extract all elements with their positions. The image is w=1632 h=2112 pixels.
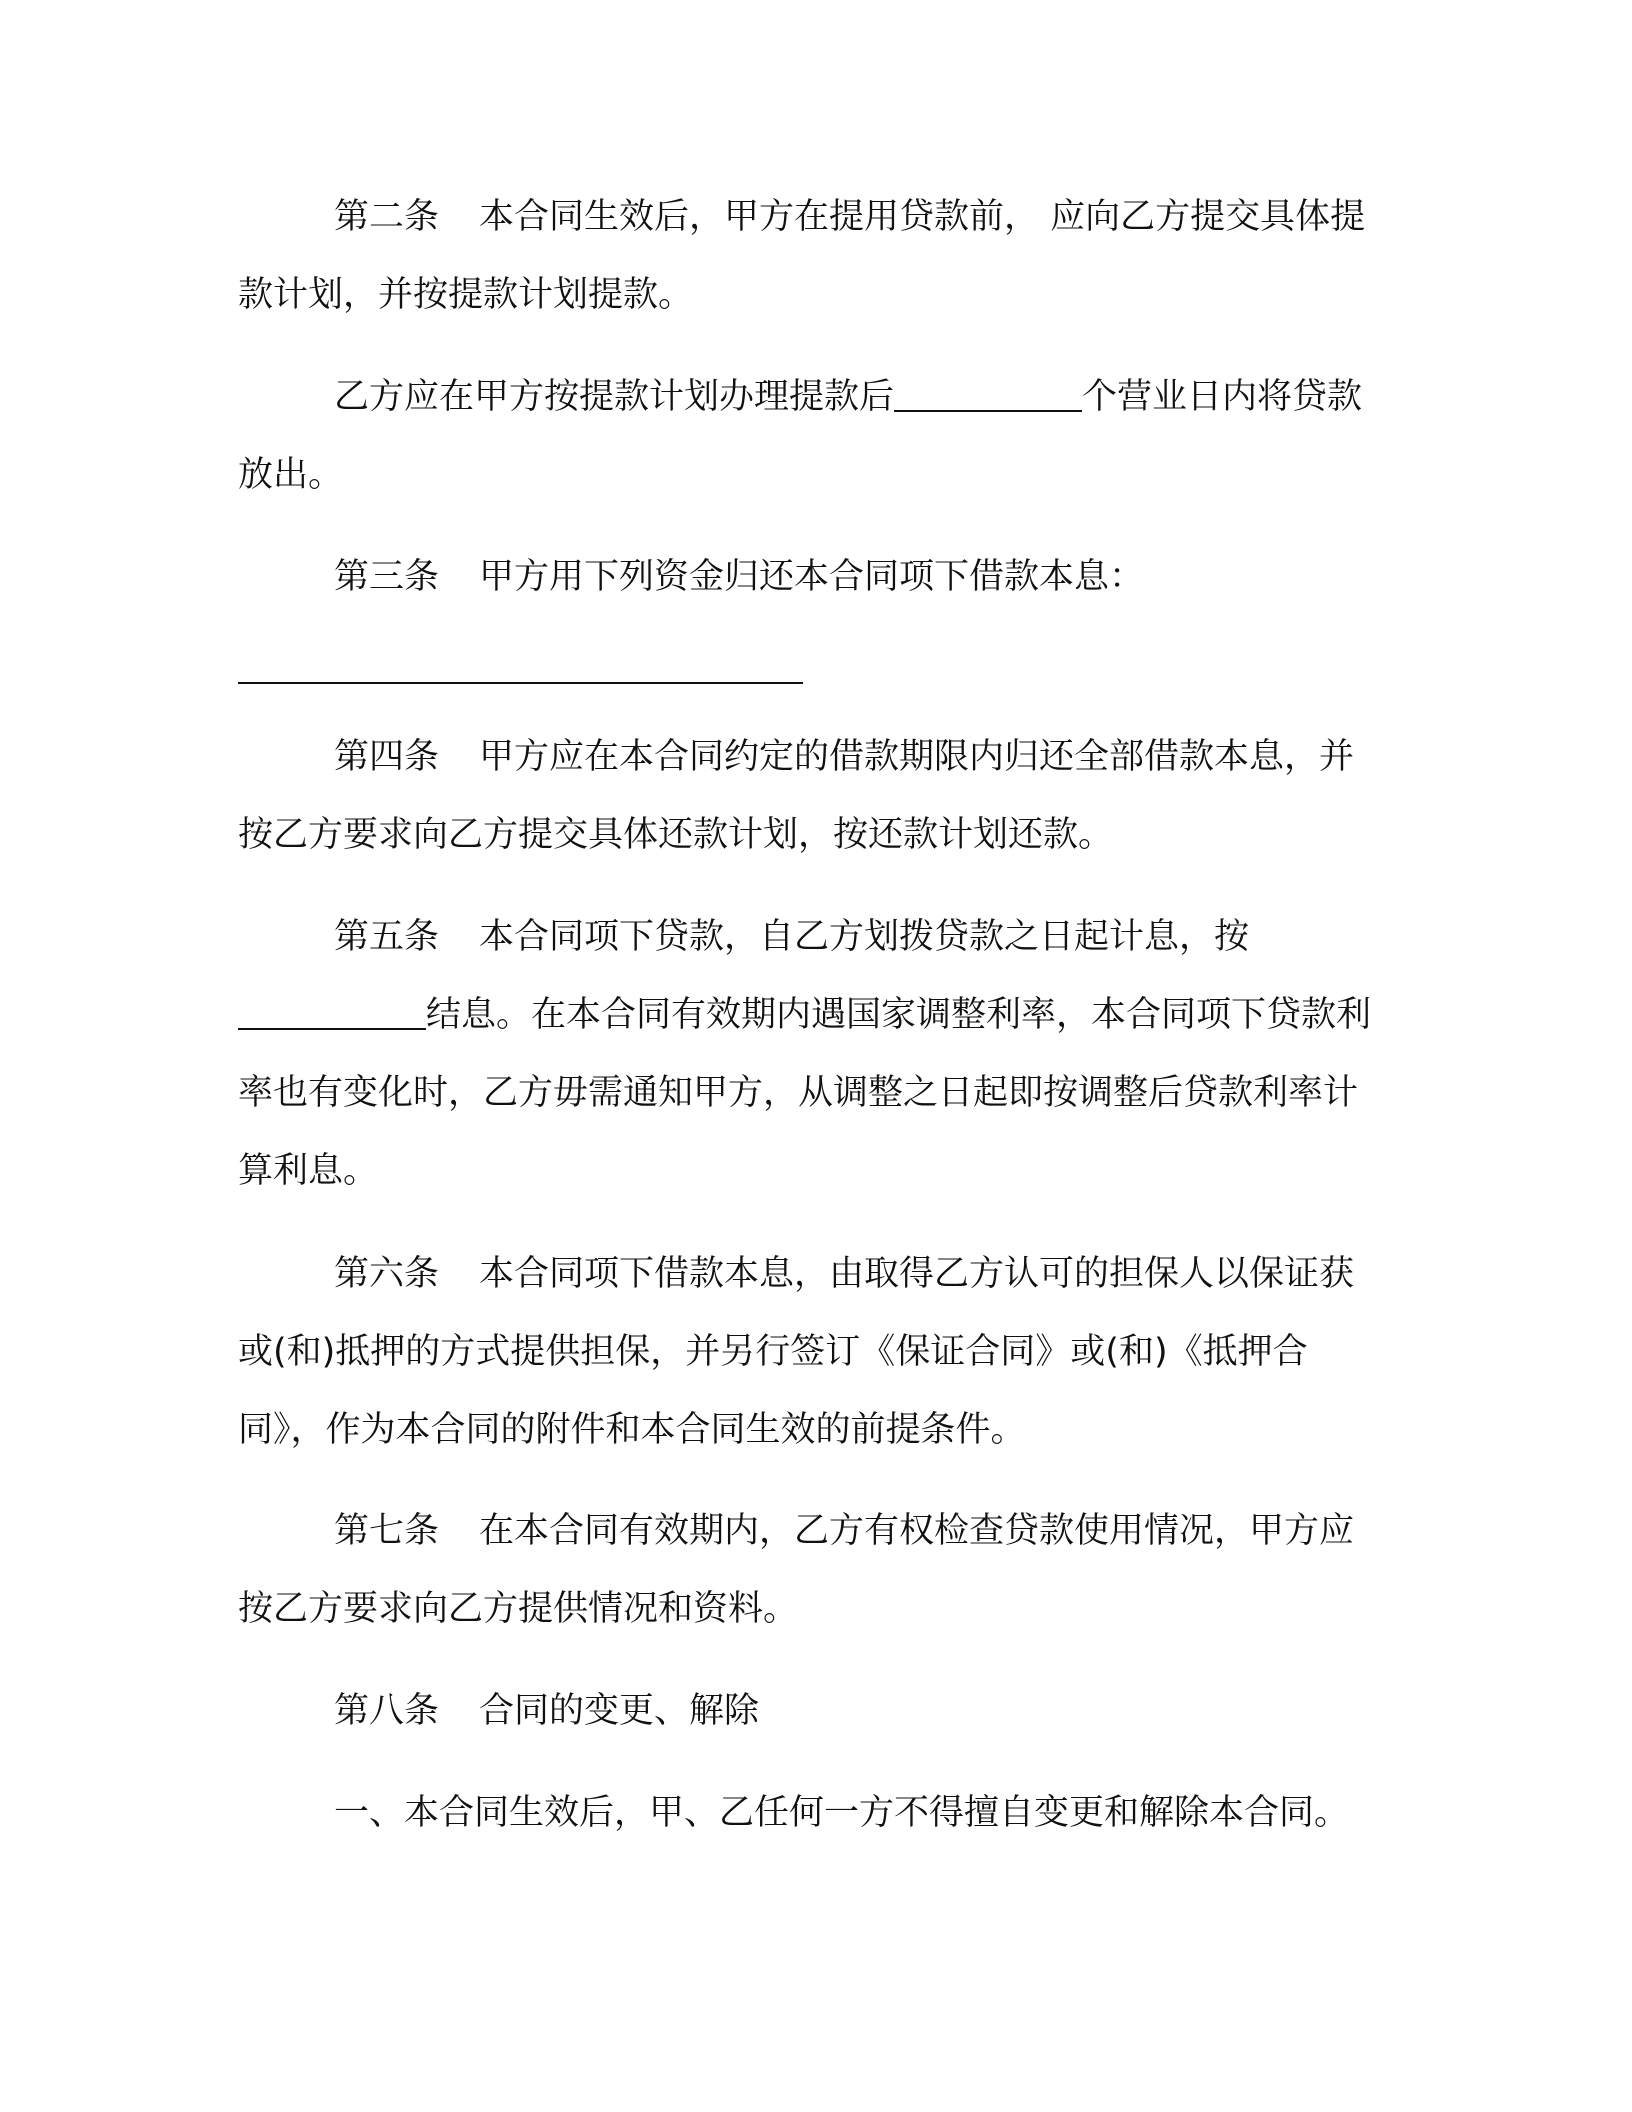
- blank-repayment-source[interactable]: [238, 640, 803, 684]
- article-7-text: 在本合同有效期内，乙方有权检查贷款使用情况，甲方应按乙方要求向乙方提供情况和资料。: [238, 1511, 1355, 1629]
- blank-business-days[interactable]: [894, 368, 1082, 412]
- article-6: [238, 1235, 1388, 1469]
- article-2-text: 本合同生效后，甲方在提用贷款前， 应向乙方提交具体提款计划，并按提款计划提款。: [238, 197, 1366, 315]
- article-8-text: 合同的变更、解除: [479, 1691, 760, 1731]
- article-7: [238, 1492, 1388, 1648]
- article-2: [238, 178, 1388, 334]
- article-3-text: 甲方用下列资金归还本合同项下借款本息：: [479, 557, 1145, 597]
- article-4-text: 甲方应在本合同约定的借款期限内归还全部借款本息，并按乙方要求向乙方提交具体还款计划，按还款计划还款。: [238, 737, 1355, 855]
- article-5-heading: 第五条: [334, 917, 440, 957]
- article-5-after: 结息。在本合同有效期内遇国家调整利率，本合同项下贷款利率也有变化时，乙方毋需通知甲方，从调整之日起即按调整后贷款利率计算利息。: [238, 995, 1372, 1191]
- article-2-heading: 第二条: [334, 197, 440, 237]
- article-5: [238, 898, 1388, 1210]
- article-4: [238, 718, 1388, 874]
- article-2-paragraph-2: [238, 358, 1388, 514]
- article-8-item-1: 一、本合同生效后，甲、乙任何一方不得擅自变更和解除本合同。: [334, 1793, 1350, 1833]
- article-5-before: 本合同项下贷款，自乙方划拨贷款之日起计息，按: [479, 917, 1250, 957]
- article-2-paragraph-2-after: 个营业日内将贷款放出。: [238, 377, 1363, 495]
- article-8: [238, 1672, 1388, 1750]
- article-6-heading: 第六条: [334, 1254, 440, 1294]
- article-3: [238, 538, 1388, 616]
- article-7-heading: 第七条: [334, 1511, 440, 1551]
- article-4-heading: 第四条: [334, 737, 440, 777]
- article-3-heading: 第三条: [334, 557, 440, 597]
- article-6-text: 本合同项下借款本息，由取得乙方认可的担保人以保证获或(和)抵押的方式提供担保，并另行签订《保证合同》或(和)《抵押合同》，作为本合同的附件和本合同生效的前提条件。: [238, 1254, 1355, 1450]
- blank-settlement-period[interactable]: [238, 986, 426, 1030]
- article-2-paragraph-2-before: 乙方应在甲方按提款计划办理提款后: [334, 377, 895, 417]
- article-8-heading: 第八条: [334, 1691, 440, 1731]
